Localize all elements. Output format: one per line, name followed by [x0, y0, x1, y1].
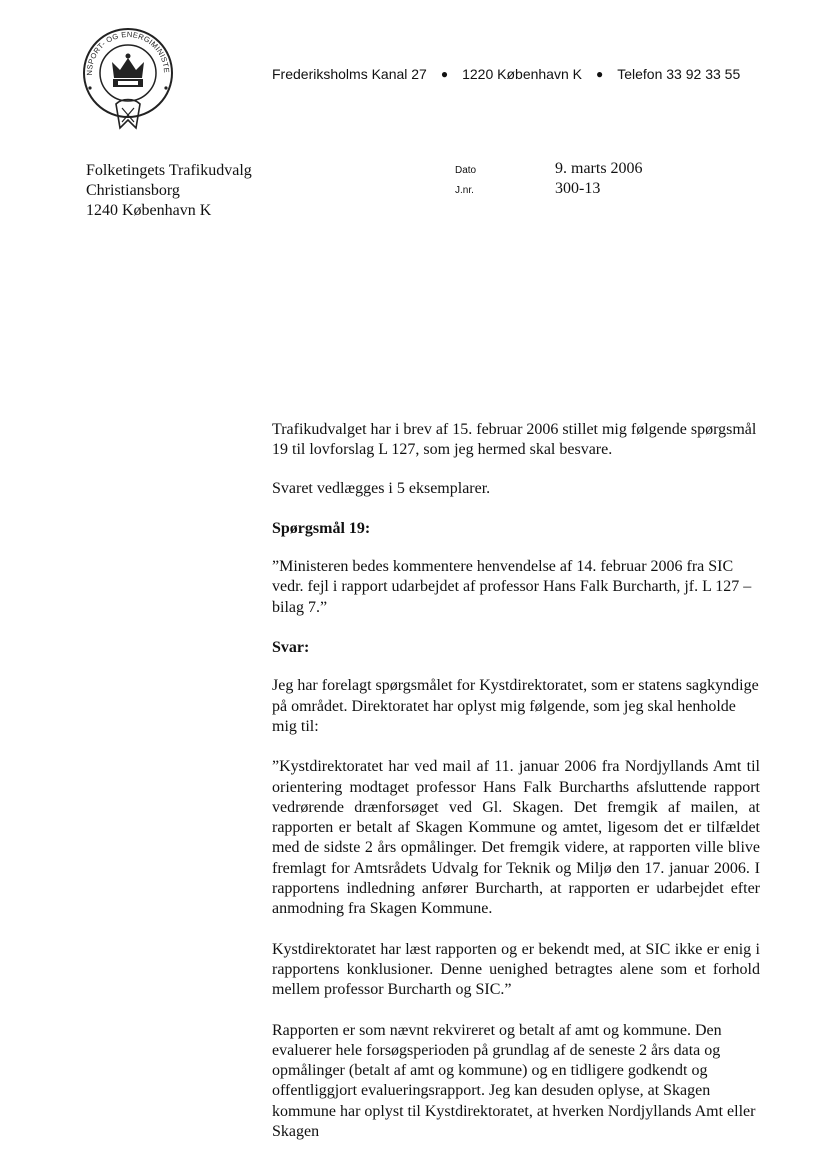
crown-icon: [112, 54, 144, 88]
date-label: Dato: [455, 165, 477, 176]
letterhead-phone: Telefon 33 92 33 55: [617, 66, 741, 82]
answer-paragraph: Jeg har forelagt spørgsmålet for Kystdirektoratet, som er statens sagkyndige på området. Direktoratet har oplyst mig følgende, som jeg skal henholde mig til:: [272, 677, 759, 735]
answer-paragraph: Rapporten er som nævnt rekvireret og betalt af amt og kommune. Den evaluerer hele forsøgsperioden på grundlag af de seneste 2 års data og opmålinger (betalt af amt og kommune) og en tidligere godkendt og offentliggjort evalueringsrapport. Jeg kan desuden oplyse, at Skagen kommune har oplyst til Kystdirektoratet, at hverken Nordjyllands Amt eller Skagen: [272, 1021, 756, 1141]
letterhead: [272, 66, 792, 82]
svg-text:TRANSPORT- OG ENERGIMINISTERIE: NSPORT- OG ENERGIMINISTE: [84, 29, 172, 76]
recipient-line: Folketingets Trafikudvalg: [86, 162, 252, 179]
letter-body: [272, 420, 760, 1142]
recipient-line: Christiansborg: [86, 182, 180, 199]
recipient-address: [86, 161, 252, 221]
intro-paragraph: Trafikudvalget har i brev af 15. februar 2006 stillet mig følgende spørgsmål 19 til lovforslag L 127, som jeg hermed skal besvare.: [272, 421, 757, 459]
ministry-logo: [78, 28, 178, 138]
quoted-paragraph: ”Kystdirektoratet har ved mail af 11. januar 2006 fra Nordjyllands Amt til orientering modtaget professor Hans Falk Burcharths afsluttende rapport vedrørende drænforsøget ved Gl. Skagen. Det fremgik af mailen, at rapporten er betalt af Skagen Kommune og amtet, ligesom det er tilfældet med de sidste 2 års opmålinger. Det fremgik videre, at rapporten ville blive fremlagt for Amtsrådets Udvalg for Teknik og Miljø den 17. januar 2006. I rapportens indledning anfører Burcharth, at rapporten er udarbejdet efter anmodning fra Skagen Kommune.: [272, 758, 760, 918]
letter-meta: [455, 160, 643, 200]
copies-paragraph: Svaret vedlægges i 5 eksemplarer.: [272, 479, 491, 497]
bullet-icon: ●: [440, 67, 449, 81]
question-paragraph: ”Ministeren bedes kommentere henvendelse af 14. februar 2006 fra SIC vedr. fejl i rapport udarbejdet af professor Hans Falk Burcharth, jf. L 127 – bilag 7.”: [272, 558, 752, 616]
letterhead-address: Frederiksholms Kanal 27: [272, 66, 427, 82]
bullet-icon: ●: [595, 67, 604, 81]
question-heading: Spørgsmål 19:: [272, 519, 371, 537]
quoted-paragraph: Kystdirektoratet har læst rapporten og er bekendt med, at SIC ikke er enig i rapportens konklusioner. Denne uenighed betragtes alene som et forhold mellem professor Burcharth og SIC.”: [272, 940, 760, 999]
answer-heading: Svar:: [272, 639, 310, 657]
recipient-line: 1240 København K: [86, 202, 212, 219]
jnr-label: J.nr.: [455, 185, 474, 196]
letterhead-city: 1220 København K: [462, 66, 582, 82]
date-value: 9. marts 2006: [555, 160, 643, 177]
jnr-value: 300-13: [555, 180, 601, 197]
